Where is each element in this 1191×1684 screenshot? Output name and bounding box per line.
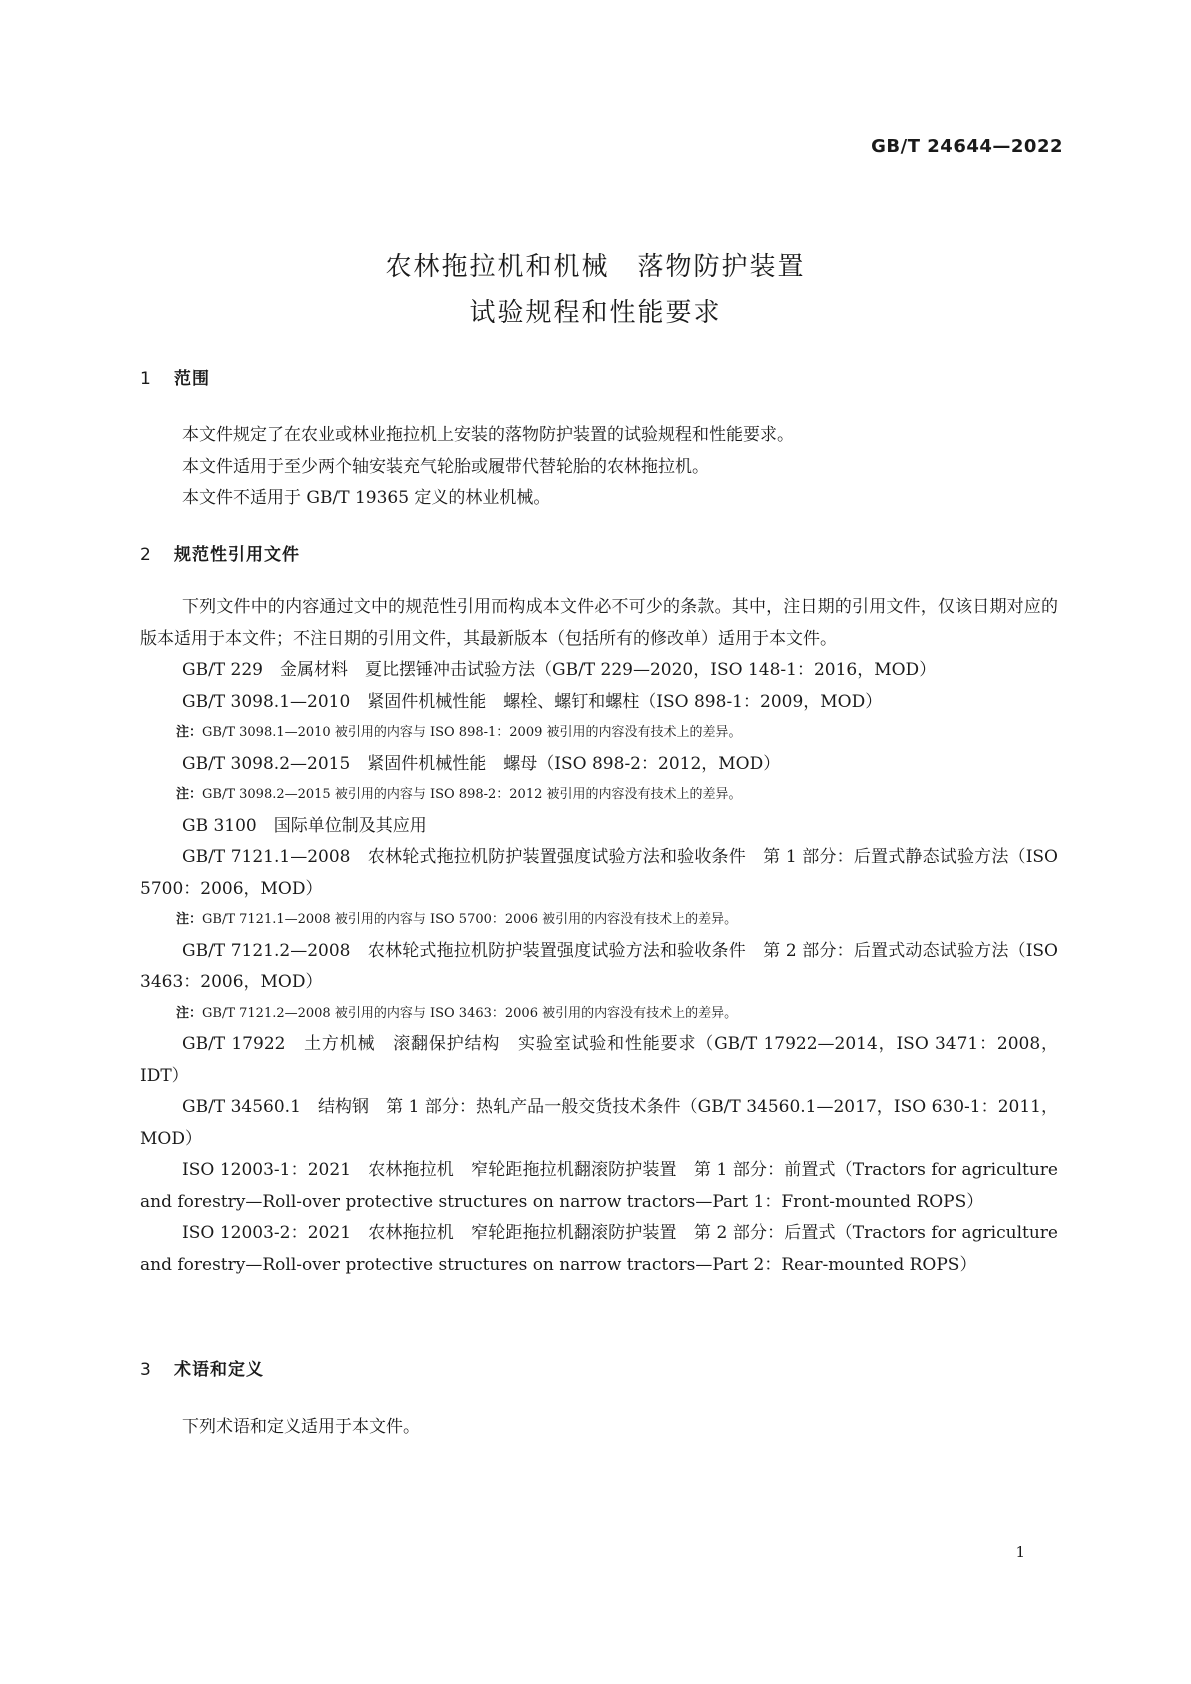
- note-label: 注：: [176, 1005, 203, 1021]
- section-title: 范围: [174, 369, 210, 389]
- title-line-1: 农林拖拉机和机械 落物防护装置: [385, 252, 806, 282]
- reference-item: GB/T 3098.2—2015 紧固件机械性能 螺母（ISO 898-2：2012，MOD）: [182, 753, 781, 774]
- reference-note: [140, 999, 1058, 1030]
- section-heading-references: [140, 540, 300, 565]
- scope-paragraph: 本文件不适用于 GB/T 19365 定义的林业机械。: [182, 488, 551, 508]
- note-label: 注：: [176, 912, 203, 927]
- section-title: 术语和定义: [174, 1360, 264, 1380]
- reference-item: ISO 12003-2：2021 农林拖拉机 窄轮距拖拉机翻滚防护装置 第 2 部分：后置式（Tractors for agriculture and forestry—Roll-over protective structures on narrow tractors—Part 2：Rear-mounted ROPS）: [140, 1223, 1058, 1275]
- note-label: 注：: [176, 725, 203, 740]
- reference-item: GB/T 7121.1—2008 农林轮式拖拉机防护装置强度试验方法和验收条件 第 1 部分：后置式静态试验方法（ISO 5700：2006，MOD）: [140, 847, 1058, 899]
- section-title: 规范性引用文件: [174, 545, 300, 565]
- title-line-2: 试验规程和性能要求: [469, 298, 722, 328]
- section-number: 3: [140, 1360, 152, 1380]
- reference-item: GB/T 17922 土方机械 滚翻保护结构 实验室试验和性能要求（GB/T 17922—2014，ISO 3471：2008，IDT）: [140, 1034, 1058, 1086]
- section-heading-scope: [140, 364, 210, 389]
- section-heading-terms: [140, 1355, 264, 1380]
- reference-item: GB/T 229 金属材料 夏比摆锤冲击试验方法（GB/T 229—2020，ISO 148-1：2016，MOD）: [182, 660, 937, 680]
- note-text: GB/T 3098.1—2010 被引用的内容与 ISO 898-1：2009 被引用的内容没有技术上的差异。: [202, 725, 742, 740]
- note-text: GB/T 7121.2—2008 被引用的内容与 ISO 3463：2006 被引用的内容没有技术上的差异。: [202, 1005, 738, 1021]
- page-number: 1: [1015, 1543, 1025, 1561]
- scope-paragraph: 本文件规定了在农业或林业拖拉机上安装的落物防护装置的试验规程和性能要求。: [182, 425, 794, 445]
- section-number: 1: [140, 369, 152, 389]
- note-label: 注：: [176, 787, 203, 802]
- section-number: 2: [140, 545, 152, 565]
- references-intro: 下列文件中的内容通过文中的规范性引用而构成本文件必不可少的条款。其中，注日期的引用文件，仅该日期对应的版本适用于本文件；不注日期的引用文件，其最新版本（包括所有的修改单）适用于本文件。: [140, 597, 1058, 649]
- document-title: [0, 244, 1191, 336]
- reference-note: [140, 905, 1058, 936]
- reference-note: [140, 780, 1058, 811]
- reference-item: GB/T 7121.2—2008 农林轮式拖拉机防护装置强度试验方法和验收条件 第 2 部分：后置式动态试验方法（ISO 3463：2006，MOD）: [140, 940, 1058, 992]
- standard-number: GB/T 24644—2022: [871, 136, 1063, 157]
- note-text: GB/T 7121.1—2008 被引用的内容与 ISO 5700：2006 被引用的内容没有技术上的差异。: [202, 912, 738, 927]
- reference-item: GB/T 34560.1 结构钢 第 1 部分：热轧产品一般交货技术条件（GB/T 34560.1—2017，ISO 630-1：2011，MOD）: [140, 1097, 1058, 1149]
- terms-intro: 下列术语和定义适用于本文件。: [182, 1417, 420, 1437]
- scope-paragraph: 本文件适用于至少两个轴安装充气轮胎或履带代替轮胎的农林拖拉机。: [182, 456, 709, 477]
- reference-item: GB/T 3098.1—2010 紧固件机械性能 螺栓、螺钉和螺柱（ISO 898-1：2009，MOD）: [182, 691, 883, 712]
- reference-item: GB 3100 国际单位制及其应用: [182, 815, 427, 836]
- terms-body: [140, 1412, 1058, 1444]
- reference-note: [140, 718, 1058, 749]
- scope-body: [140, 420, 1058, 515]
- references-body: [140, 592, 1058, 1281]
- reference-item: ISO 12003-1：2021 农林拖拉机 窄轮距拖拉机翻滚防护装置 第 1 部分：前置式（Tractors for agriculture and forestry—Roll-over protective structures on narrow tractors—Part 1：Front-mounted ROPS）: [140, 1160, 1058, 1212]
- note-text: GB/T 3098.2—2015 被引用的内容与 ISO 898-2：2012 被引用的内容没有技术上的差异。: [202, 787, 742, 802]
